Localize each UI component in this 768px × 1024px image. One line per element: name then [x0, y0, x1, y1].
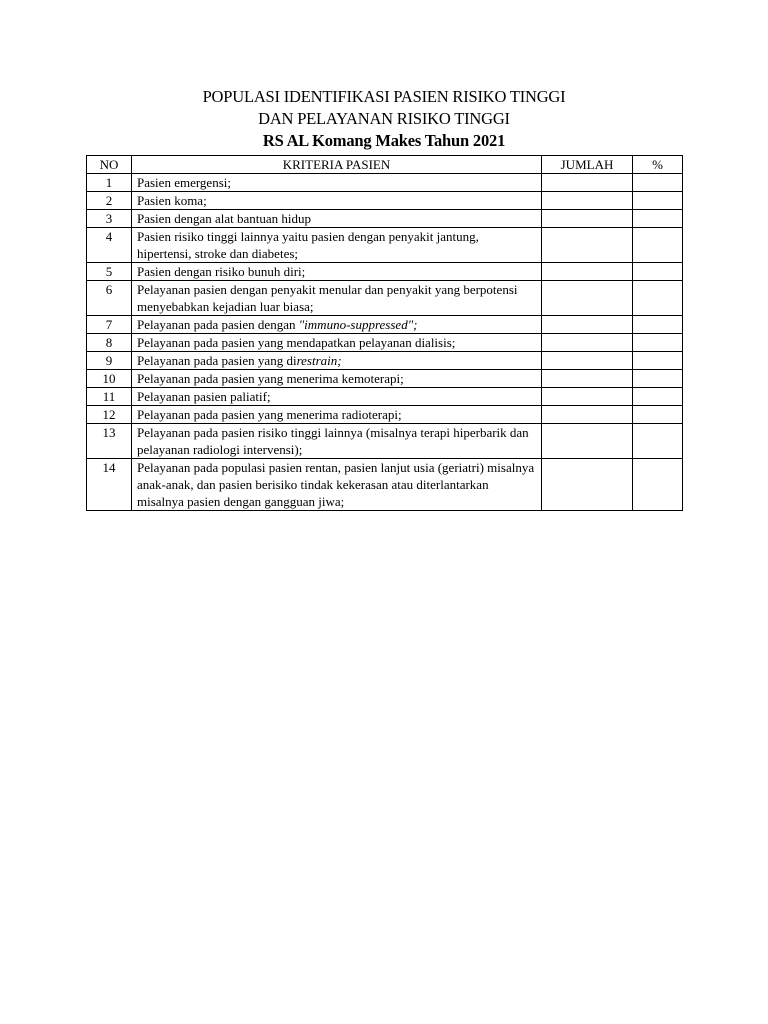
- row-criteria: Pelayanan pada pasien yang menerima radioterapi;: [132, 406, 542, 424]
- row-percent-cell: [633, 228, 683, 263]
- table-row: [87, 174, 683, 192]
- row-percent-cell: [633, 406, 683, 424]
- row-count-cell: [542, 424, 633, 459]
- row-criteria-text: Pelayanan pada pasien dengan: [137, 317, 299, 332]
- row-criteria: Pelayanan pada pasien risiko tinggi lainnya (misalnya terapi hiperbarik dan pelayanan radiologi intervensi);: [132, 424, 542, 459]
- table-row: [87, 370, 683, 388]
- criteria-table: [86, 155, 683, 511]
- row-number: 8: [87, 334, 132, 352]
- row-percent-cell: [633, 263, 683, 281]
- table-row: [87, 424, 683, 459]
- table-row: [87, 334, 683, 352]
- table-row: [87, 316, 683, 334]
- row-number: 7: [87, 316, 132, 334]
- header-percent: %: [633, 156, 683, 174]
- row-criteria: Pelayanan pasien paliatif;: [132, 388, 542, 406]
- row-count-cell: [542, 228, 633, 263]
- row-count-cell: [542, 352, 633, 370]
- row-number: 4: [87, 228, 132, 263]
- row-criteria: [132, 352, 542, 370]
- row-percent-cell: [633, 316, 683, 334]
- table-row: [87, 228, 683, 263]
- row-criteria-italic: restrain;: [296, 353, 342, 368]
- row-criteria: Pelayanan pada populasi pasien rentan, pasien lanjut usia (geriatri) misalnya anak-anak, dan pasien berisiko tindak kekerasan atau diterlantarkan misalnya pasien dengan gangguan jiwa;: [132, 459, 542, 511]
- row-criteria: Pelayanan pada pasien yang mendapatkan pelayanan dialisis;: [132, 334, 542, 352]
- row-number: 14: [87, 459, 132, 511]
- row-number: 10: [87, 370, 132, 388]
- row-percent-cell: [633, 334, 683, 352]
- row-count-cell: [542, 192, 633, 210]
- row-percent-cell: [633, 174, 683, 192]
- row-count-cell: [542, 281, 633, 316]
- row-number: 12: [87, 406, 132, 424]
- row-count-cell: [542, 459, 633, 511]
- row-criteria: Pelayanan pada pasien yang menerima kemoterapi;: [132, 370, 542, 388]
- title-line-1: POPULASI IDENTIFIKASI PASIEN RISIKO TINGGI: [202, 87, 566, 106]
- table-header-row: [87, 156, 683, 174]
- row-percent-cell: [633, 424, 683, 459]
- row-number: 6: [87, 281, 132, 316]
- title-line-3: RS AL Komang Makes Tahun 2021: [262, 131, 506, 150]
- title-line-2: DAN PELAYANAN RISIKO TINGGI: [258, 109, 510, 128]
- row-number: 13: [87, 424, 132, 459]
- row-count-cell: [542, 334, 633, 352]
- row-count-cell: [542, 406, 633, 424]
- row-percent-cell: [633, 281, 683, 316]
- header-criteria: KRITERIA PASIEN: [132, 156, 542, 174]
- row-percent-cell: [633, 388, 683, 406]
- row-count-cell: [542, 263, 633, 281]
- table-row: [87, 192, 683, 210]
- header-count: JUMLAH: [542, 156, 633, 174]
- row-number: 5: [87, 263, 132, 281]
- header-no: NO: [87, 156, 132, 174]
- row-percent-cell: [633, 210, 683, 228]
- row-percent-cell: [633, 352, 683, 370]
- row-criteria: Pelayanan pasien dengan penyakit menular dan penyakit yang berpotensi menyebabkan kejadian luar biasa;: [132, 281, 542, 316]
- table-row: [87, 406, 683, 424]
- row-criteria: Pasien emergensi;: [132, 174, 542, 192]
- row-count-cell: [542, 370, 633, 388]
- row-percent-cell: [633, 192, 683, 210]
- row-number: 1: [87, 174, 132, 192]
- row-criteria: Pasien koma;: [132, 192, 542, 210]
- table-row: [87, 352, 683, 370]
- row-percent-cell: [633, 459, 683, 511]
- row-count-cell: [542, 174, 633, 192]
- row-number: 2: [87, 192, 132, 210]
- row-count-cell: [542, 210, 633, 228]
- row-criteria: Pasien risiko tinggi lainnya yaitu pasien dengan penyakit jantung, hipertensi, stroke dan diabetes;: [132, 228, 542, 263]
- row-count-cell: [542, 388, 633, 406]
- row-criteria-text: Pelayanan pada pasien yang di: [137, 353, 297, 368]
- row-criteria: [132, 316, 542, 334]
- table-row: [87, 388, 683, 406]
- table-row: [87, 210, 683, 228]
- table-row: [87, 263, 683, 281]
- table-row: [87, 281, 683, 316]
- row-number: 3: [87, 210, 132, 228]
- row-criteria: Pasien dengan alat bantuan hidup: [132, 210, 542, 228]
- row-count-cell: [542, 316, 633, 334]
- row-percent-cell: [633, 370, 683, 388]
- document-title: [86, 86, 682, 152]
- row-criteria: Pasien dengan risiko bunuh diri;: [132, 263, 542, 281]
- table-row: [87, 459, 683, 511]
- row-criteria-italic: "immuno-suppressed";: [298, 317, 418, 332]
- row-number: 11: [87, 388, 132, 406]
- row-number: 9: [87, 352, 132, 370]
